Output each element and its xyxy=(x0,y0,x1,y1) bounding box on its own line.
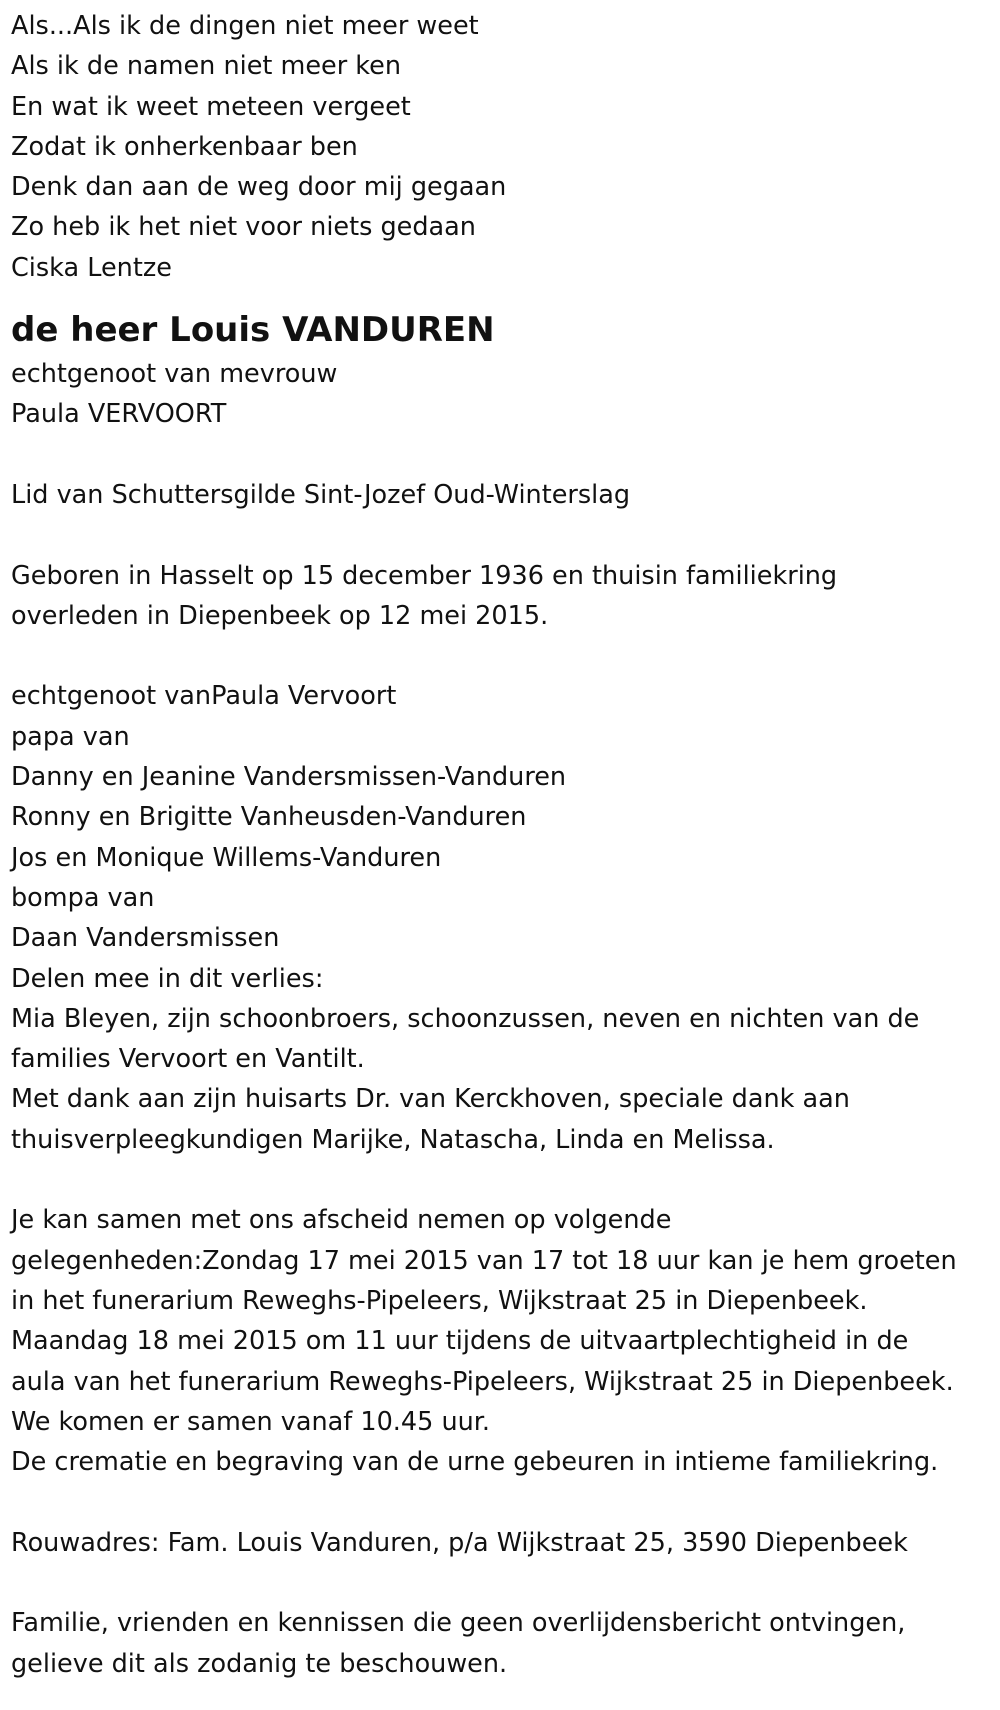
spacer xyxy=(11,515,1000,555)
poem-author: Ciska Lentze xyxy=(11,252,172,283)
spacer xyxy=(11,1482,1000,1522)
paragraph-line: Ronny en Brigitte Vanheusden-Vanduren xyxy=(11,802,527,833)
poem-line: Als...Als ik de dingen niet meer weet xyxy=(11,11,479,41)
paragraph-line: Familie, vrienden en kennissen die geen overlijdensbericht ontvingen, xyxy=(11,1608,906,1639)
paragraph-line: Maandag 18 mei 2015 om 11 uur tijdens de uitvaartplechtigheid in de xyxy=(11,1326,909,1357)
paragraph-line: in het funerarium Reweghs-Pipeleers, Wijkstraat 25 in Diepenbeek. xyxy=(11,1285,868,1316)
deceased-block xyxy=(11,310,1000,435)
spacer xyxy=(11,1563,1000,1603)
paragraph-line: papa van xyxy=(11,721,130,752)
poem-line: Zo heb ik het niet voor niets gedaan xyxy=(11,212,476,243)
paragraph-line: We komen er samen vanaf 10.45 uur. xyxy=(11,1406,491,1437)
closing-paragraph xyxy=(11,1603,1000,1684)
birth-death-paragraph xyxy=(11,556,1000,637)
spouse-name: Paula VERVOORT xyxy=(11,399,227,430)
poem-line: Zodat ik onherkenbaar ben xyxy=(11,131,358,162)
family-paragraph xyxy=(11,676,1000,1160)
paragraph-line: Je kan samen met ons afscheid nemen op volgende xyxy=(11,1205,672,1236)
paragraph-line: bompa van xyxy=(11,882,155,913)
spacer xyxy=(11,288,1000,310)
spouse-line: echtgenoot van mevrouw xyxy=(11,359,338,390)
ceremony-paragraph xyxy=(11,1200,1000,1482)
paragraph-line: Daan Vandersmissen xyxy=(11,923,280,954)
paragraph-line: De crematie en begraving van de urne gebeuren in intieme familiekring. xyxy=(11,1447,939,1478)
paragraph-line: aula van het funerarium Reweghs-Pipeleers, Wijkstraat 25 in Diepenbeek. xyxy=(11,1366,954,1397)
poem xyxy=(11,6,1000,288)
paragraph-line: echtgenoot vanPaula Vervoort xyxy=(11,681,397,712)
mourning-address: Rouwadres: Fam. Louis Vanduren, p/a Wijkstraat 25, 3590 Diepenbeek xyxy=(11,1527,908,1558)
spacer xyxy=(11,1160,1000,1200)
membership-text: Lid van Schuttersgilde Sint-Jozef Oud-Winterslag xyxy=(11,479,631,510)
spacer xyxy=(11,636,1000,676)
paragraph-line: Delen mee in dit verlies: xyxy=(11,963,324,994)
paragraph-line: gelegenheden:Zondag 17 mei 2015 van 17 tot 18 uur kan je hem groeten xyxy=(11,1245,957,1276)
paragraph-line: Geboren in Hasselt op 15 december 1936 en thuisin familiekring xyxy=(11,560,838,591)
paragraph-line: Jos en Monique Willems-Vanduren xyxy=(11,842,442,873)
deceased-name: de heer Louis VANDUREN xyxy=(11,310,495,351)
paragraph-line: gelieve dit als zodanig te beschouwen. xyxy=(11,1648,508,1679)
paragraph-line: Met dank aan zijn huisarts Dr. van Kerckhoven, speciale dank aan xyxy=(11,1084,850,1115)
poem-line: En wat ik weet meteen vergeet xyxy=(11,91,411,122)
paragraph-line: thuisverpleegkundigen Marijke, Natascha, Linda en Melissa. xyxy=(11,1124,775,1155)
poem-line: Als ik de namen niet meer ken xyxy=(11,51,401,82)
spacer xyxy=(11,435,1000,475)
poem-line: Denk dan aan de weg door mij gegaan xyxy=(11,172,507,203)
paragraph-line: Danny en Jeanine Vandersmissen-Vanduren xyxy=(11,762,567,793)
paragraph-line: families Vervoort en Vantilt. xyxy=(11,1044,365,1075)
paragraph-line: overleden in Diepenbeek op 12 mei 2015. xyxy=(11,600,549,631)
paragraph-line: Mia Bleyen, zijn schoonbroers, schoonzussen, neven en nichten van de xyxy=(11,1003,920,1034)
